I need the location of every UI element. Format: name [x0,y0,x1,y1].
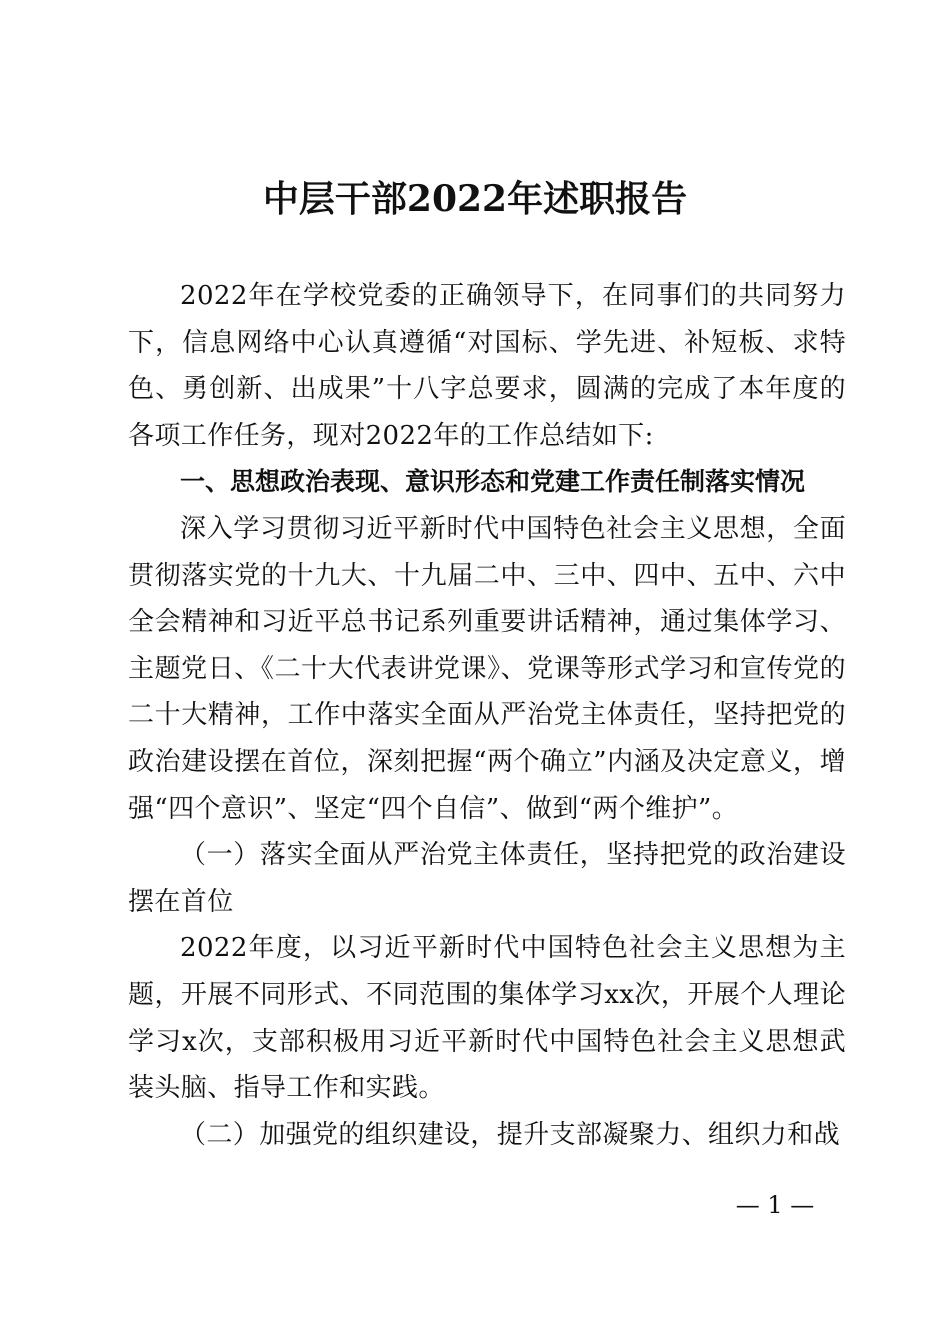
document-body [128,273,846,1158]
subsection-heading-1: （一）落实全面从严治党主体责任，坚持把党的政治建设摆在首位 [128,840,846,917]
subsection-1-paragraph: 2022年度，以习近平新时代中国特色社会主义思想为主题，开展不同形式、不同范围的集体学习xx次，开展个人理论学习x次，支部积极用习近平新时代中国特色社会主义思想武装头脑、指导工作和实践。 [128,933,846,1104]
subsection-heading-2: （二）加强党的组织建设，提升支部凝聚力、组织力和战 [180,1119,841,1150]
intro-paragraph: 2022年在学校党委的正确领导下，在同事们的共同努力下，信息网络中心认真遵循“对国标、学先进、补短板、求特色、勇创新、出成果”十八字总要求，圆满的完成了本年度的各项工作任务，现对2022年的工作总结如下: [128,281,846,451]
document-title: 中层干部2022年述职报告 [262,178,688,220]
section-1-paragraph: 深入学习贯彻习近平新时代中国特色社会主义思想，全面贯彻落实党的十九大、十九届二中、三中、四中、五中、六中全会精神和习近平总书记系列重要讲话精神，通过集体学习、主题党日、《二十大代表讲党课》、党课等形式学习和宣传党的二十大精神，工作中落实全面从严治党主体责任，坚持把党的政治建设摆在首位，深刻把握“两个确立”内涵及决定意义，增强“四个意识”、坚定“四个自信”、做到“两个维护”。 [128,513,846,824]
section-heading-1: 一、思想政治表现、意识形态和党建工作责任制落实情况 [180,467,806,497]
page-number: — 1 — [735,1191,815,1219]
